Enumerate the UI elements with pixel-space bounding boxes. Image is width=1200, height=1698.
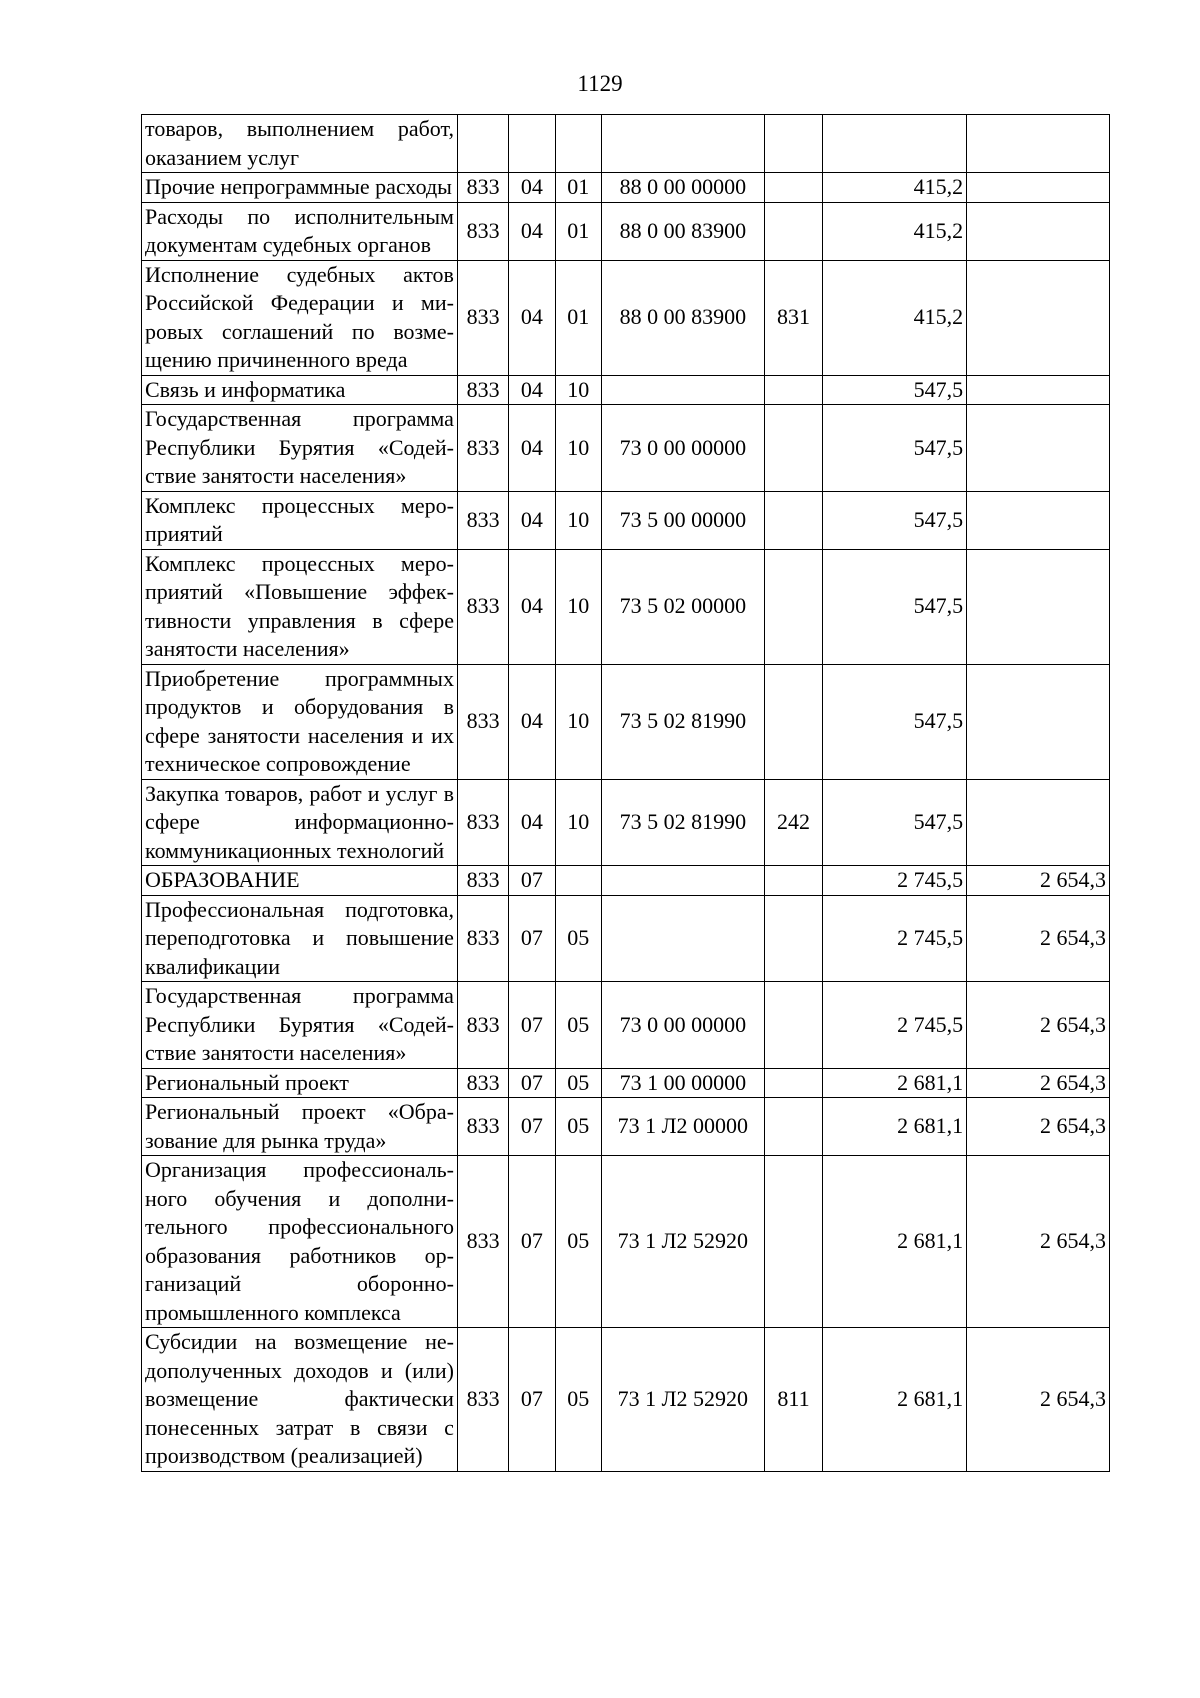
expense-name-cell: товаров, выполнением работ, оказанием услуг xyxy=(142,115,458,173)
admin-code-cell: 833 xyxy=(457,982,508,1069)
expense-name-cell: Региональный проект xyxy=(142,1068,458,1098)
subsection-code-cell xyxy=(555,866,601,896)
amount-year-2-cell: 2 654,3 xyxy=(967,895,1110,982)
table-row xyxy=(142,895,1110,982)
section-code-cell xyxy=(509,115,555,173)
amount-year-1-cell: 547,5 xyxy=(823,779,967,866)
section-code-cell: 04 xyxy=(509,491,555,549)
subsection-code-cell: 10 xyxy=(555,405,601,492)
section-code-cell: 04 xyxy=(509,549,555,664)
section-code-cell: 07 xyxy=(509,1098,555,1156)
section-code-cell: 07 xyxy=(509,1156,555,1328)
amount-year-2-cell: 2 654,3 xyxy=(967,982,1110,1069)
amount-year-2-cell xyxy=(967,405,1110,492)
admin-code-cell: 833 xyxy=(457,1328,508,1472)
amount-year-1-cell: 547,5 xyxy=(823,491,967,549)
target-article-cell xyxy=(601,375,764,405)
admin-code-cell xyxy=(457,115,508,173)
subsection-code-cell: 10 xyxy=(555,375,601,405)
subsection-code-cell: 05 xyxy=(555,1156,601,1328)
amount-year-1-cell: 415,2 xyxy=(823,173,967,203)
expense-name-cell: Профессиональная подготовка, переподготовка и повышение квалификации xyxy=(142,895,458,982)
subsection-code-cell: 10 xyxy=(555,664,601,779)
expense-name-cell: Приобретение программных продуктов и оборудования в сфере занятости населения и их техническое сопровождение xyxy=(142,664,458,779)
expense-type-cell xyxy=(764,895,822,982)
table-row xyxy=(142,1328,1110,1472)
table-row xyxy=(142,260,1110,375)
amount-year-1-cell: 415,2 xyxy=(823,202,967,260)
table-row xyxy=(142,405,1110,492)
amount-year-2-cell: 2 654,3 xyxy=(967,1068,1110,1098)
section-code-cell: 04 xyxy=(509,779,555,866)
admin-code-cell: 833 xyxy=(457,1068,508,1098)
amount-year-2-cell: 2 654,3 xyxy=(967,1328,1110,1472)
expense-type-cell xyxy=(764,866,822,896)
admin-code-cell: 833 xyxy=(457,1098,508,1156)
section-code-cell: 07 xyxy=(509,982,555,1069)
admin-code-cell: 833 xyxy=(457,202,508,260)
admin-code-cell: 833 xyxy=(457,260,508,375)
amount-year-1-cell: 2 745,5 xyxy=(823,982,967,1069)
target-article-cell: 73 5 00 00000 xyxy=(601,491,764,549)
amount-year-1-cell xyxy=(823,115,967,173)
section-code-cell: 07 xyxy=(509,866,555,896)
target-article-cell: 73 5 02 81990 xyxy=(601,664,764,779)
expense-name-cell: Прочие непрограммные расходы xyxy=(142,173,458,203)
section-code-cell: 04 xyxy=(509,173,555,203)
expense-type-cell: 811 xyxy=(764,1328,822,1472)
amount-year-2-cell xyxy=(967,779,1110,866)
admin-code-cell: 833 xyxy=(457,549,508,664)
admin-code-cell: 833 xyxy=(457,895,508,982)
subsection-code-cell: 05 xyxy=(555,1328,601,1472)
expense-type-cell xyxy=(764,1156,822,1328)
amount-year-2-cell xyxy=(967,115,1110,173)
table-row xyxy=(142,375,1110,405)
table-row xyxy=(142,1156,1110,1328)
expense-name-cell: Исполнение судебных актов Российской Федерации и мировых соглашений по возмещению причиненного вреда xyxy=(142,260,458,375)
subsection-code-cell: 01 xyxy=(555,202,601,260)
section-code-cell: 07 xyxy=(509,1328,555,1472)
target-article-cell: 73 5 02 00000 xyxy=(601,549,764,664)
expense-type-cell: 242 xyxy=(764,779,822,866)
admin-code-cell: 833 xyxy=(457,405,508,492)
expense-name-cell: Комплекс процессных мероприятий xyxy=(142,491,458,549)
amount-year-2-cell xyxy=(967,375,1110,405)
amount-year-2-cell: 2 654,3 xyxy=(967,1098,1110,1156)
expense-name-cell: Комплекс процессных мероприятий «Повышение эффективности управления в сфере занятости населения» xyxy=(142,549,458,664)
table-row xyxy=(142,664,1110,779)
expense-type-cell xyxy=(764,1098,822,1156)
target-article-cell: 73 1 00 00000 xyxy=(601,1068,764,1098)
expense-name-cell: Региональный проект «Образование для рынка труда» xyxy=(142,1098,458,1156)
expense-type-cell xyxy=(764,1068,822,1098)
section-code-cell: 04 xyxy=(509,202,555,260)
target-article-cell: 73 1 Л2 52920 xyxy=(601,1156,764,1328)
subsection-code-cell: 10 xyxy=(555,491,601,549)
admin-code-cell: 833 xyxy=(457,491,508,549)
subsection-code-cell: 05 xyxy=(555,895,601,982)
expense-type-cell xyxy=(764,664,822,779)
subsection-code-cell: 10 xyxy=(555,549,601,664)
amount-year-1-cell: 2 681,1 xyxy=(823,1068,967,1098)
target-article-cell: 73 0 00 00000 xyxy=(601,405,764,492)
target-article-cell: 73 1 Л2 52920 xyxy=(601,1328,764,1472)
expense-name-cell: Государственная программа Республики Бурятия «Содействие занятости населения» xyxy=(142,405,458,492)
expense-name-cell: Связь и информатика xyxy=(142,375,458,405)
subsection-code-cell: 01 xyxy=(555,260,601,375)
amount-year-2-cell xyxy=(967,664,1110,779)
amount-year-1-cell: 547,5 xyxy=(823,664,967,779)
expense-type-cell xyxy=(764,491,822,549)
table-row xyxy=(142,115,1110,173)
amount-year-1-cell: 2 681,1 xyxy=(823,1098,967,1156)
target-article-cell: 73 0 00 00000 xyxy=(601,982,764,1069)
subsection-code-cell: 05 xyxy=(555,1068,601,1098)
amount-year-2-cell xyxy=(967,549,1110,664)
amount-year-2-cell xyxy=(967,173,1110,203)
budget-table xyxy=(141,114,1110,1472)
amount-year-2-cell: 2 654,3 xyxy=(967,866,1110,896)
section-code-cell: 07 xyxy=(509,895,555,982)
target-article-cell xyxy=(601,115,764,173)
table-row xyxy=(142,982,1110,1069)
amount-year-1-cell: 2 681,1 xyxy=(823,1156,967,1328)
budget-table-body xyxy=(142,115,1110,1472)
admin-code-cell: 833 xyxy=(457,866,508,896)
subsection-code-cell: 10 xyxy=(555,779,601,866)
amount-year-1-cell: 2 745,5 xyxy=(823,866,967,896)
expense-name-cell: Закупка товаров, работ и услуг в сфере информационно-коммуникационных технологий xyxy=(142,779,458,866)
expense-type-cell xyxy=(764,375,822,405)
expense-type-cell xyxy=(764,982,822,1069)
amount-year-2-cell xyxy=(967,202,1110,260)
expense-type-cell xyxy=(764,549,822,664)
subsection-code-cell xyxy=(555,115,601,173)
table-row xyxy=(142,202,1110,260)
amount-year-1-cell: 415,2 xyxy=(823,260,967,375)
expense-type-cell xyxy=(764,115,822,173)
page-number: 1129 xyxy=(577,71,623,96)
amount-year-2-cell: 2 654,3 xyxy=(967,1156,1110,1328)
target-article-cell: 73 5 02 81990 xyxy=(601,779,764,866)
admin-code-cell: 833 xyxy=(457,1156,508,1328)
expense-name-cell: ОБРАЗОВАНИЕ xyxy=(142,866,458,896)
target-article-cell xyxy=(601,866,764,896)
expense-type-cell xyxy=(764,405,822,492)
target-article-cell xyxy=(601,895,764,982)
amount-year-2-cell xyxy=(967,491,1110,549)
section-code-cell: 04 xyxy=(509,375,555,405)
table-row xyxy=(142,1098,1110,1156)
table-row xyxy=(142,491,1110,549)
target-article-cell: 88 0 00 00000 xyxy=(601,173,764,203)
expense-name-cell: Расходы по исполнительным документам судебных органов xyxy=(142,202,458,260)
table-row xyxy=(142,866,1110,896)
target-article-cell: 88 0 00 83900 xyxy=(601,260,764,375)
subsection-code-cell: 05 xyxy=(555,1098,601,1156)
section-code-cell: 04 xyxy=(509,260,555,375)
expense-name-cell: Государственная программа Республики Бурятия «Содействие занятости населения» xyxy=(142,982,458,1069)
amount-year-1-cell: 547,5 xyxy=(823,549,967,664)
amount-year-1-cell: 2 681,1 xyxy=(823,1328,967,1472)
amount-year-1-cell: 547,5 xyxy=(823,405,967,492)
amount-year-1-cell: 547,5 xyxy=(823,375,967,405)
admin-code-cell: 833 xyxy=(457,664,508,779)
table-row xyxy=(142,779,1110,866)
admin-code-cell: 833 xyxy=(457,173,508,203)
target-article-cell: 88 0 00 83900 xyxy=(601,202,764,260)
section-code-cell: 07 xyxy=(509,1068,555,1098)
admin-code-cell: 833 xyxy=(457,375,508,405)
table-row xyxy=(142,173,1110,203)
target-article-cell: 73 1 Л2 00000 xyxy=(601,1098,764,1156)
table-row xyxy=(142,1068,1110,1098)
amount-year-1-cell: 2 745,5 xyxy=(823,895,967,982)
expense-type-cell: 831 xyxy=(764,260,822,375)
expense-name-cell: Организация профессионального обучения и дополнительного профессионального образования работников организаций оборонно-промышленного комплекса xyxy=(142,1156,458,1328)
table-row xyxy=(142,549,1110,664)
subsection-code-cell: 05 xyxy=(555,982,601,1069)
expense-type-cell xyxy=(764,202,822,260)
expense-name-cell: Субсидии на возмещение недополученных доходов и (или) возмещение фактически понесенных затрат в связи с производством (реализацией) xyxy=(142,1328,458,1472)
subsection-code-cell: 01 xyxy=(555,173,601,203)
section-code-cell: 04 xyxy=(509,405,555,492)
section-code-cell: 04 xyxy=(509,664,555,779)
admin-code-cell: 833 xyxy=(457,779,508,866)
expense-type-cell xyxy=(764,173,822,203)
amount-year-2-cell xyxy=(967,260,1110,375)
